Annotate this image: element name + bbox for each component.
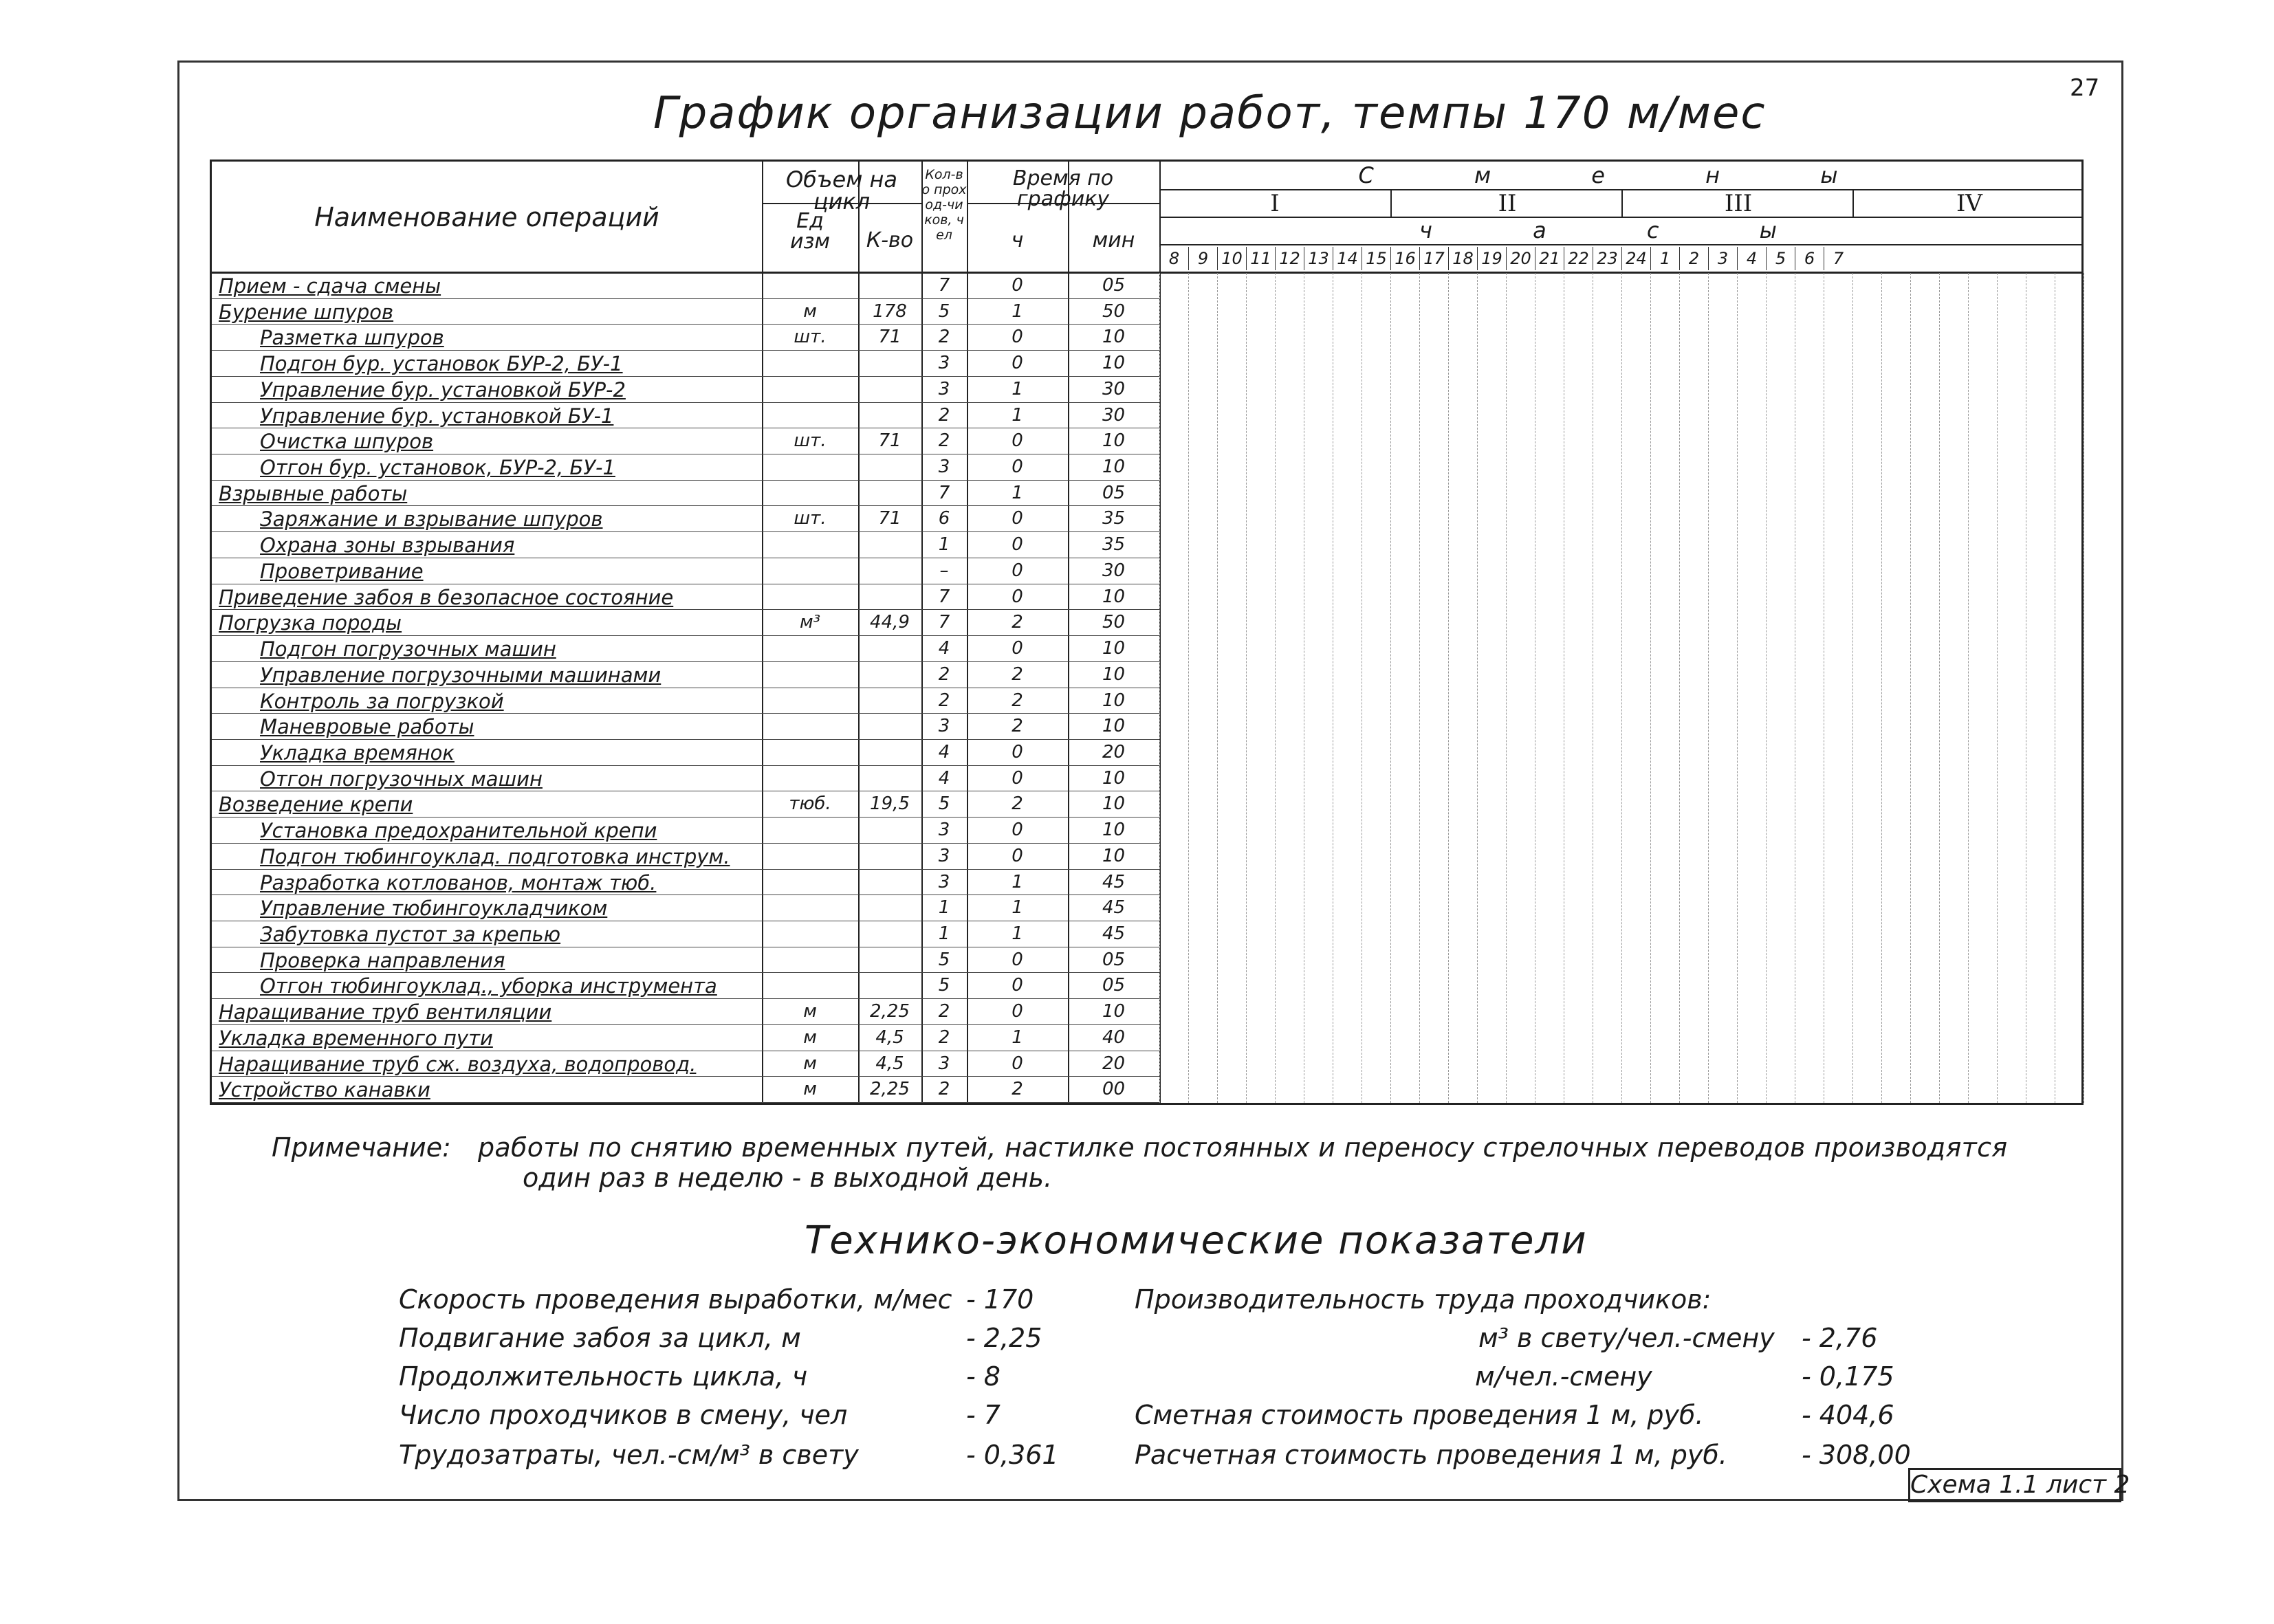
operation-name: Подгон бур. установок БУР-2, БУ-1: [260, 352, 623, 376]
shift-label: II: [1390, 190, 1623, 217]
operation-minutes: 45: [1102, 923, 1126, 944]
operation-name: Взрывные работы: [219, 481, 408, 505]
operation-unit: м: [803, 1027, 817, 1048]
header-unit: Ед изм: [789, 209, 831, 254]
table-row: [212, 766, 1159, 792]
operation-hours: 2: [1012, 793, 1023, 815]
operation-workers: 5: [938, 949, 950, 970]
hour-gridline: [1997, 273, 1998, 1103]
schedule-table: [210, 160, 2084, 1105]
table-row: [212, 947, 1159, 974]
operation-unit: шт.: [794, 327, 827, 348]
table-row: [212, 921, 1159, 947]
table-row: [212, 999, 1159, 1025]
operation-minutes: 35: [1102, 508, 1126, 529]
operation-hours: 0: [1012, 1001, 1023, 1022]
operation-hours: 2: [1012, 716, 1023, 737]
operation-workers: 1: [938, 897, 950, 919]
operation-minutes: 10: [1102, 716, 1126, 737]
shift-label: III: [1621, 190, 1854, 217]
operation-workers: 2: [938, 663, 950, 685]
hour-gridline: [1881, 273, 1882, 1103]
operation-minutes: 10: [1102, 457, 1126, 478]
operation-unit: шт.: [794, 508, 827, 529]
hour-gridline: [1708, 273, 1709, 1103]
operation-workers: 3: [938, 845, 950, 866]
table-row: [212, 714, 1159, 740]
hour-gridline: [1650, 273, 1651, 1103]
hour-label: 5: [1766, 247, 1795, 270]
operation-hours: 0: [1012, 1053, 1023, 1074]
hour-label: 22: [1564, 247, 1593, 270]
operation-hours: 0: [1012, 508, 1023, 529]
operation-name: Управление тюбингоукладчиком: [260, 897, 608, 921]
operation-workers: 2: [938, 1001, 950, 1022]
operation-name: Управление бур. установкой БУ-1: [260, 404, 614, 428]
operation-name: Наращивание труб сж. воздуха, водопровод.: [219, 1052, 697, 1076]
operation-name: Погрузка породы: [219, 611, 402, 635]
operation-name: Проверка направления: [260, 948, 505, 972]
operation-minutes: 45: [1102, 897, 1126, 919]
operation-name: Маневровые работы: [260, 715, 474, 739]
note-text-line2: один раз в неделю - в выходной день.: [523, 1163, 1053, 1193]
operation-hours: 0: [1012, 327, 1023, 348]
table-row: [212, 325, 1159, 351]
operation-hours: 1: [1012, 300, 1023, 322]
operation-minutes: 40: [1102, 1027, 1126, 1048]
operation-workers: 7: [938, 586, 950, 607]
hour-label: 12: [1275, 247, 1304, 270]
operation-qty: 71: [878, 430, 901, 452]
hour-label: 7: [1824, 247, 1852, 270]
operation-name: Подгон погрузочных машин: [260, 637, 556, 661]
operation-minutes: 10: [1102, 327, 1126, 348]
operation-qty: 178: [873, 300, 907, 322]
operation-minutes: 10: [1102, 430, 1126, 452]
operation-unit: м: [803, 1079, 817, 1100]
operation-name: Заряжание и взрывание шпуров: [260, 507, 603, 531]
operation-hours: 2: [1012, 663, 1023, 685]
hour-label: 18: [1448, 247, 1477, 270]
operation-minutes: 20: [1102, 741, 1126, 762]
operation-name: Укладка времянок: [260, 740, 455, 765]
indicator-right-value: - 404,6: [1802, 1400, 1894, 1430]
operation-qty: 71: [878, 508, 901, 529]
indicator-right-value: - 2,76: [1802, 1323, 1878, 1353]
operation-workers: 5: [938, 300, 950, 322]
operation-hours: 2: [1012, 690, 1023, 711]
operation-workers: 4: [938, 767, 950, 789]
operation-hours: 0: [1012, 430, 1023, 452]
operation-minutes: 10: [1102, 586, 1126, 607]
hour-label: 10: [1217, 247, 1246, 270]
operation-workers: 4: [938, 638, 950, 659]
operation-name: Укладка временного пути: [219, 1026, 493, 1050]
operation-minutes: 10: [1102, 663, 1126, 685]
schedule-grid: [1159, 273, 2084, 1103]
table-row: [212, 403, 1159, 429]
operation-qty: 2,25: [870, 1001, 910, 1022]
table-row: [212, 454, 1159, 481]
operation-workers: 3: [938, 820, 950, 841]
operation-hours: 0: [1012, 845, 1023, 866]
operation-workers: 5: [938, 975, 950, 996]
operation-hours: 0: [1012, 353, 1023, 374]
header-qty: К-во: [866, 228, 914, 252]
operation-unit: тюб.: [789, 793, 831, 815]
table-row: [212, 273, 1159, 299]
operation-workers: 7: [938, 275, 950, 296]
header-shifts: С м е н ы: [1358, 162, 1885, 188]
indicator-left-label: Трудозатраты, чел.-см/м³ в свету: [399, 1440, 859, 1470]
operation-minutes: 00: [1102, 1079, 1126, 1100]
operation-unit: м: [803, 300, 817, 322]
operation-unit: м³: [799, 612, 821, 633]
operation-name: Устройство канавки: [219, 1078, 430, 1102]
note-label: Примечание:: [272, 1132, 451, 1163]
operation-hours: 0: [1012, 638, 1023, 659]
hour-gridline: [1188, 273, 1189, 1103]
operation-workers: 7: [938, 612, 950, 633]
operation-workers: 2: [938, 327, 950, 348]
operation-hours: 0: [1012, 534, 1023, 556]
operation-workers: 2: [938, 404, 950, 426]
operation-name: Разметка шпуров: [260, 326, 444, 350]
operation-minutes: 05: [1102, 949, 1126, 970]
operation-hours: 0: [1012, 457, 1023, 478]
header-minutes: мин: [1092, 228, 1135, 252]
operation-hours: 0: [1012, 949, 1023, 970]
operation-hours: 1: [1012, 871, 1023, 892]
indicator-left-value: - 2,25: [966, 1323, 1042, 1353]
operation-minutes: 10: [1102, 690, 1126, 711]
operation-name: Разработка котлованов, монтаж тюб.: [260, 870, 657, 895]
header-volume: Объем на цикл: [785, 166, 898, 215]
operation-workers: 1: [938, 534, 950, 556]
operation-hours: 0: [1012, 586, 1023, 607]
table-row: [212, 870, 1159, 896]
hour-label: 8: [1159, 247, 1188, 270]
hour-label: 23: [1593, 247, 1621, 270]
operation-workers: 7: [938, 482, 950, 503]
hour-gridline: [1390, 273, 1391, 1103]
operation-name: Наращивание труб вентиляции: [219, 1000, 552, 1024]
table-row: [212, 740, 1159, 766]
table-row: [212, 377, 1159, 403]
operation-qty: 44,9: [870, 612, 910, 633]
indicators-title: Технико-экономические показатели: [805, 1218, 1588, 1263]
operation-name: Отгон бур. установок, БУР-2, БУ-1: [260, 456, 615, 480]
indicator-right-label: м/чел.-смену: [1475, 1361, 1652, 1392]
indicator-left-value: - 170: [966, 1284, 1034, 1315]
operation-minutes: 45: [1102, 871, 1126, 892]
table-row: [212, 558, 1159, 584]
hour-label: 24: [1621, 247, 1650, 270]
hour-label: 3: [1708, 247, 1737, 270]
header-time: Время по графику: [1012, 166, 1114, 211]
operation-workers: 3: [938, 871, 950, 892]
indicator-left-label: Подвигание забоя за цикл, м: [399, 1323, 801, 1353]
hour-label: 21: [1535, 247, 1564, 270]
operation-name: Управление бур. установкой БУР-2: [260, 377, 626, 402]
hour-gridline: [1217, 273, 1218, 1103]
operation-unit: м: [803, 1053, 817, 1074]
table-row: [212, 1051, 1159, 1077]
hour-label: 6: [1795, 247, 1824, 270]
operation-workers: 3: [938, 353, 950, 374]
operation-workers: 3: [938, 716, 950, 737]
operation-qty: 71: [878, 327, 901, 348]
table-row: [212, 584, 1159, 611]
operation-workers: 2: [938, 690, 950, 711]
hour-label: 17: [1419, 247, 1448, 270]
table-row: [212, 532, 1159, 558]
operation-minutes: 20: [1102, 1053, 1126, 1074]
operation-hours: 1: [1012, 378, 1023, 399]
operation-workers: 6: [938, 508, 950, 529]
operation-name: Прием - сдача смены: [219, 274, 441, 298]
hour-gridline: [1477, 273, 1478, 1103]
operation-minutes: 10: [1102, 845, 1126, 866]
operation-minutes: 50: [1102, 612, 1126, 633]
hour-numbers: [1159, 247, 2084, 272]
hour-label: 16: [1390, 247, 1419, 270]
page-title: График организации работ, темпы 170 м/мес: [653, 88, 1767, 139]
operation-minutes: 05: [1102, 275, 1126, 296]
operation-hours: 1: [1012, 404, 1023, 426]
hour-gridline: [1275, 273, 1276, 1103]
operation-workers: 5: [938, 793, 950, 815]
operation-minutes: 10: [1102, 793, 1126, 815]
hour-gridline: [1910, 273, 1911, 1103]
indicator-right-value: - 0,175: [1802, 1361, 1894, 1392]
hour-label: 4: [1737, 247, 1766, 270]
operation-name: Возведение крепи: [219, 793, 413, 817]
sheet-stamp: Схема 1.1 лист 2: [1908, 1468, 2121, 1502]
operations-list: [212, 273, 1159, 1103]
operation-name: Подгон тюбингоуклад. подготовка инструм.: [260, 844, 730, 868]
hour-label: 9: [1188, 247, 1217, 270]
operation-workers: –: [939, 560, 949, 581]
shift-label: IV: [1852, 190, 2085, 217]
hour-gridline: [1939, 273, 1940, 1103]
operation-name: Проветривание: [260, 559, 424, 583]
indicator-left-label: Скорость проведения выработки, м/мес: [399, 1284, 952, 1315]
indicator-left-label: Число проходчиков в смену, чел: [399, 1400, 848, 1430]
operation-minutes: 30: [1102, 404, 1126, 426]
indicator-left-label: Продолжительность цикла, ч: [399, 1361, 808, 1392]
operation-minutes: 05: [1102, 975, 1126, 996]
operation-minutes: 35: [1102, 534, 1126, 556]
indicator-right-value: - 308,00: [1802, 1440, 1911, 1470]
operation-hours: 0: [1012, 275, 1023, 296]
table-row: [212, 1077, 1159, 1103]
shift-label: I: [1270, 190, 1280, 217]
operation-qty: 4,5: [875, 1027, 904, 1048]
header-hours: ч: [1011, 228, 1024, 252]
hour-gridline: [1419, 273, 1420, 1103]
operation-hours: 1: [1012, 1027, 1023, 1048]
operation-hours: 0: [1012, 820, 1023, 841]
header-operation: Наименование операций: [314, 202, 659, 232]
hour-gridline: [1679, 273, 1680, 1103]
table-row: [212, 636, 1159, 662]
hour-gridline: [1448, 273, 1449, 1103]
hour-label: 20: [1506, 247, 1535, 270]
operation-workers: 3: [938, 457, 950, 478]
table-row: [212, 610, 1159, 636]
hour-gridline: [1737, 273, 1738, 1103]
page-number: 27: [2070, 74, 2100, 102]
table-row: [212, 973, 1159, 999]
hour-label: 11: [1246, 247, 1275, 270]
operation-name: Бурение шпуров: [219, 300, 394, 324]
table-row: [212, 506, 1159, 532]
indicator-left-value: - 8: [966, 1361, 1001, 1392]
operation-workers: 2: [938, 430, 950, 452]
operation-qty: 2,25: [870, 1079, 910, 1100]
hour-gridline: [1852, 273, 1853, 1103]
operation-name: Установка предохранительной крепи: [260, 819, 657, 843]
operation-workers: 3: [938, 1053, 950, 1074]
operation-hours: 2: [1012, 1079, 1023, 1100]
table-row: [212, 428, 1159, 454]
hour-gridline: [1159, 273, 1160, 1103]
header-rule-hours-label: [1159, 244, 2084, 245]
header-workers: Кол-во проход-чиков, чел: [921, 167, 967, 243]
hour-gridline: [1766, 273, 1767, 1103]
hour-label: 19: [1477, 247, 1506, 270]
hour-label: 1: [1650, 247, 1679, 270]
operation-minutes: 10: [1102, 353, 1126, 374]
operation-minutes: 05: [1102, 482, 1126, 503]
hour-gridline: [1506, 273, 1507, 1103]
table-row: [212, 791, 1159, 818]
hour-label: 15: [1362, 247, 1390, 270]
operation-workers: 2: [938, 1027, 950, 1048]
table-row: [212, 818, 1159, 844]
header-hours-label: ч а с ы: [1419, 217, 1824, 243]
table-row: [212, 351, 1159, 377]
operation-hours: 1: [1012, 897, 1023, 919]
note-text-line1: работы по снятию временных путей, настилке постоянных и переносу стрелочных переводов производятся: [478, 1132, 2008, 1163]
shift-numbers: [1159, 190, 2084, 217]
table-row: [212, 895, 1159, 921]
operation-name: Охрана зоны взрывания: [260, 534, 515, 558]
operation-qty: 19,5: [870, 793, 910, 815]
operation-workers: 2: [938, 1079, 950, 1100]
operation-workers: 3: [938, 378, 950, 399]
operation-name: Отгон тюбингоуклад., уборка инструмента: [260, 974, 717, 998]
table-row: [212, 688, 1159, 714]
table-row: [212, 662, 1159, 688]
operation-workers: 4: [938, 741, 950, 762]
table-row: [212, 1025, 1159, 1051]
operation-name: Контроль за погрузкой: [260, 689, 504, 713]
operation-unit: шт.: [794, 430, 827, 452]
operation-minutes: 50: [1102, 300, 1126, 322]
operation-name: Отгон погрузочных машин: [260, 767, 543, 791]
operation-hours: 1: [1012, 482, 1023, 503]
indicator-left-value: - 7: [966, 1400, 1001, 1430]
indicator-right-label: м³ в свету/чел.-смену: [1478, 1323, 1775, 1353]
operation-hours: 0: [1012, 975, 1023, 996]
operation-hours: 0: [1012, 560, 1023, 581]
operation-minutes: 30: [1102, 560, 1126, 581]
operation-qty: 4,5: [875, 1053, 904, 1074]
table-row: [212, 844, 1159, 870]
operation-workers: 1: [938, 923, 950, 944]
operation-hours: 0: [1012, 767, 1023, 789]
operation-name: Управление погрузочными машинами: [260, 663, 662, 687]
operation-name: Приведение забоя в безопасное состояние: [219, 585, 674, 609]
hour-gridline: [1621, 273, 1622, 1103]
operation-minutes: 30: [1102, 378, 1126, 399]
operation-name: Забутовка пустот за крепью: [260, 922, 561, 946]
operation-minutes: 10: [1102, 767, 1126, 789]
indicator-right-label: Производительность труда проходчиков:: [1135, 1284, 1712, 1315]
table-row: [212, 481, 1159, 507]
operation-minutes: 10: [1102, 1001, 1126, 1022]
hour-gridline: [1246, 273, 1247, 1103]
hour-label: 2: [1679, 247, 1708, 270]
operation-name: Очистка шпуров: [260, 430, 434, 454]
operation-hours: 1: [1012, 923, 1023, 944]
indicator-left-value: - 0,361: [966, 1440, 1059, 1470]
indicator-right-label: Сметная стоимость проведения 1 м, руб.: [1135, 1400, 1704, 1430]
hour-label: 14: [1333, 247, 1362, 270]
operation-hours: 0: [1012, 741, 1023, 762]
table-row: [212, 299, 1159, 325]
operation-minutes: 10: [1102, 638, 1126, 659]
operation-hours: 2: [1012, 612, 1023, 633]
operation-minutes: 10: [1102, 820, 1126, 841]
indicator-right-label: Расчетная стоимость проведения 1 м, руб.: [1135, 1440, 1727, 1470]
hour-gridline: [1968, 273, 1969, 1103]
operation-unit: м: [803, 1001, 817, 1022]
hour-label: 13: [1304, 247, 1333, 270]
